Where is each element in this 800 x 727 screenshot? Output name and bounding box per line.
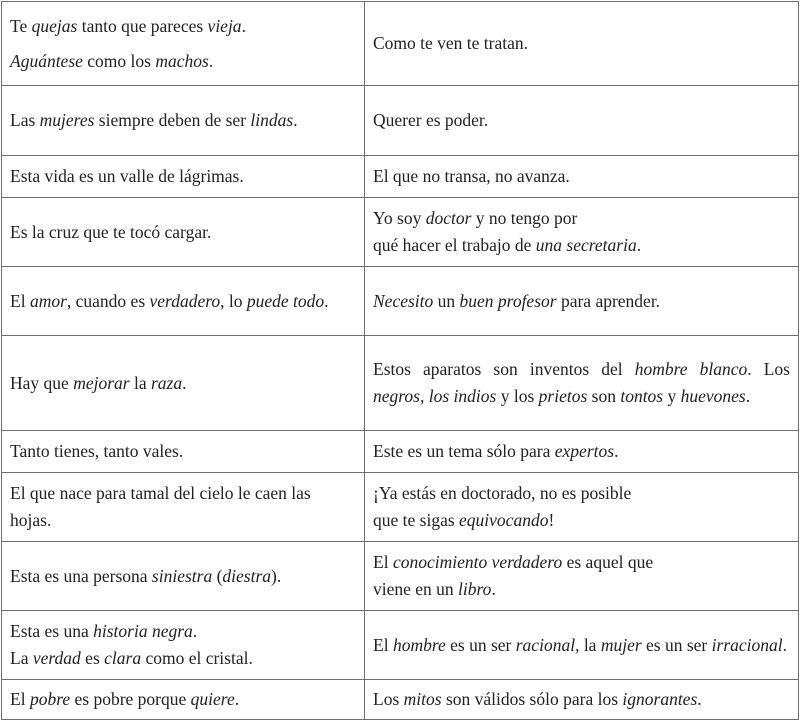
- phrase-line: [373, 507, 790, 534]
- emphasized-text: hombre: [392, 634, 446, 655]
- emphasized-text: puede todo: [246, 290, 325, 311]
- text-segment: es: [80, 648, 105, 668]
- emphasized-text: raza: [150, 372, 183, 393]
- phrase-line: [373, 163, 790, 190]
- emphasized-text: una secretaria: [535, 235, 637, 255]
- left-phrase-cell: [2, 611, 365, 680]
- text-segment: para aprender.: [556, 290, 661, 311]
- phrase-line: [373, 356, 790, 410]
- right-phrase-cell: [365, 267, 799, 336]
- text-segment: y no tengo por: [471, 208, 578, 228]
- phrase-line: [373, 288, 790, 315]
- text-segment: (: [212, 565, 223, 586]
- table-row: [2, 336, 799, 431]
- emphasized-text: vieja: [207, 15, 242, 36]
- text-segment: y: [663, 386, 681, 406]
- phrase-line: [10, 107, 356, 134]
- left-phrase-cell: [2, 86, 365, 156]
- emphasized-text: pobre: [29, 689, 71, 709]
- emphasized-text: clara: [104, 648, 142, 668]
- text-segment: .: [782, 634, 787, 655]
- phrase-line: [10, 370, 356, 397]
- emphasized-text: huevones: [680, 386, 746, 406]
- emphasized-text: hombre blanco: [634, 359, 748, 379]
- text-segment: ).: [271, 565, 282, 586]
- emphasized-text: racional: [515, 634, 576, 655]
- table-row: [2, 542, 799, 611]
- text-segment: !: [548, 510, 555, 530]
- text-segment: .: [293, 110, 298, 130]
- table-row: [2, 473, 799, 542]
- emphasized-text: mujeres: [39, 110, 95, 130]
- text-segment: tanto que pareces: [77, 15, 208, 36]
- emphasized-text: mejorar: [73, 372, 130, 393]
- right-phrase-cell: [365, 198, 799, 267]
- phrase-line: [373, 30, 790, 57]
- text-segment: .: [491, 579, 496, 599]
- emphasized-text: tontos: [620, 386, 664, 406]
- text-segment: El: [10, 290, 30, 311]
- emphasized-text: amor: [29, 290, 67, 311]
- text-segment: .: [208, 50, 214, 71]
- text-segment: , cuando es: [66, 290, 150, 311]
- phrase-line: [10, 686, 356, 713]
- text-segment: Este es un tema sólo para: [373, 441, 555, 461]
- text-segment: Estos aparatos son inventos del: [373, 359, 635, 379]
- text-segment: El que nace para tamal del cielo le caen las hojas.: [10, 483, 311, 530]
- emphasized-text: prietos: [538, 386, 588, 406]
- text-segment: y los: [496, 386, 539, 406]
- phrase-line: [373, 438, 790, 465]
- right-phrase-cell: [365, 2, 799, 86]
- left-phrase-cell: [2, 198, 365, 267]
- text-segment: son válidos sólo para los: [441, 689, 623, 709]
- left-phrase-cell: [2, 2, 365, 86]
- text-segment: Te: [10, 15, 32, 36]
- emphasized-text: mujer: [600, 634, 642, 655]
- emphasized-text: negros, los indios: [373, 386, 497, 406]
- right-phrase-cell: [365, 336, 799, 431]
- text-segment: es un ser: [641, 634, 712, 655]
- text-segment: El: [10, 689, 30, 709]
- phrase-line: [373, 232, 790, 259]
- text-segment: Hay que: [10, 372, 74, 393]
- text-segment: que te sigas: [373, 510, 460, 530]
- left-phrase-cell: [2, 680, 365, 720]
- text-segment: , la: [575, 634, 601, 655]
- text-segment: El que no transa, no avanza.: [373, 166, 570, 186]
- table-row: [2, 267, 799, 336]
- emphasized-text: buen profesor: [459, 290, 557, 311]
- phrase-line: [373, 480, 790, 507]
- text-segment: .: [745, 386, 751, 406]
- emphasized-text: verdad: [32, 648, 81, 668]
- emphasized-text: libro: [458, 579, 492, 599]
- phrase-line: [10, 13, 356, 40]
- phrase-line: [10, 219, 356, 246]
- text-segment: .: [614, 441, 619, 461]
- text-segment: Tanto tienes, tanto vales.: [10, 441, 184, 461]
- table-row: [2, 198, 799, 267]
- emphasized-text: expertos: [554, 441, 615, 461]
- text-segment: .: [241, 15, 246, 36]
- table-row: [2, 156, 799, 198]
- emphasized-text: lindas: [250, 110, 294, 130]
- text-segment: ¡Ya estás en doctorado, no es posible: [373, 483, 632, 503]
- text-segment: .: [697, 689, 702, 709]
- text-segment: Yo soy: [373, 208, 426, 228]
- phrase-line: [373, 686, 790, 713]
- right-phrase-cell: [365, 680, 799, 720]
- phrase-line: [10, 645, 356, 672]
- text-segment: La: [10, 648, 33, 668]
- text-segment: qué hacer el trabajo de: [373, 235, 536, 255]
- right-phrase-cell: [365, 473, 799, 542]
- emphasized-text: Aguántese: [10, 50, 83, 71]
- emphasized-text: conocimiento verdadero: [392, 552, 563, 572]
- emphasized-text: ignorantes: [622, 689, 698, 709]
- phrase-line: [373, 107, 790, 134]
- left-phrase-cell: [2, 156, 365, 198]
- phrase-line: [373, 576, 790, 603]
- text-segment: Esta es una: [10, 621, 94, 641]
- text-segment: es pobre porque: [70, 689, 191, 709]
- text-segment: Esta es una persona: [10, 565, 152, 586]
- emphasized-text: machos: [155, 50, 209, 71]
- phrase-line: [10, 618, 356, 645]
- text-segment: es un ser: [445, 634, 516, 655]
- text-segment: Es la cruz que te tocó cargar.: [10, 221, 212, 242]
- table-row: [2, 680, 799, 720]
- emphasized-text: historia negra: [93, 621, 193, 641]
- phrases-table-body: [2, 2, 799, 720]
- phrase-line: [373, 549, 790, 576]
- emphasized-text: verdadero: [149, 290, 221, 311]
- emphasized-text: equivocando: [459, 510, 549, 530]
- phrase-line: [10, 163, 356, 190]
- left-phrase-cell: [2, 542, 365, 611]
- left-phrase-cell: [2, 267, 365, 336]
- emphasized-text: mitos: [403, 689, 442, 709]
- table-row: [2, 431, 799, 473]
- phrase-line: [373, 205, 790, 232]
- phrases-table: [1, 1, 799, 720]
- phrase-line: [10, 480, 356, 534]
- text-segment: . Los: [747, 359, 790, 379]
- text-segment: como los: [82, 50, 156, 71]
- text-segment: la: [129, 372, 151, 393]
- table-row: [2, 611, 799, 680]
- left-phrase-cell: [2, 431, 365, 473]
- emphasized-text: quiere: [190, 689, 235, 709]
- text-segment: , lo: [220, 290, 247, 311]
- right-phrase-cell: [365, 156, 799, 198]
- emphasized-text: siniestra: [151, 565, 213, 586]
- text-segment: .: [636, 235, 642, 255]
- phrase-line: [10, 563, 356, 590]
- phrase-line: [10, 288, 356, 315]
- right-phrase-cell: [365, 611, 799, 680]
- text-segment: Querer es poder.: [373, 110, 489, 130]
- left-phrase-cell: [2, 336, 365, 431]
- table-row: [2, 2, 799, 86]
- text-segment: un: [433, 290, 460, 311]
- text-segment: siempre deben de ser: [94, 110, 251, 130]
- emphasized-text: irracional: [711, 634, 783, 655]
- text-segment: Los: [373, 689, 404, 709]
- text-segment: El: [373, 552, 393, 572]
- phrase-line: [373, 632, 790, 659]
- text-segment: Como te ven te tratan.: [373, 33, 529, 53]
- text-segment: como el cristal.: [141, 648, 253, 668]
- emphasized-text: doctor: [425, 208, 472, 228]
- emphasized-text: Necesito: [373, 290, 434, 311]
- text-segment: son: [587, 386, 621, 406]
- text-segment: .: [234, 689, 240, 709]
- phrase-line: [10, 438, 356, 465]
- text-segment: viene en un: [373, 579, 459, 599]
- phrase-line: [10, 48, 356, 75]
- right-phrase-cell: [365, 431, 799, 473]
- text-segment: es aquel que: [562, 552, 654, 572]
- right-phrase-cell: [365, 542, 799, 611]
- text-segment: Las: [10, 110, 40, 130]
- text-segment: Esta vida es un valle de lágrimas.: [10, 166, 244, 186]
- text-segment: .: [324, 290, 329, 311]
- text-segment: .: [192, 621, 198, 641]
- emphasized-text: quejas: [31, 15, 78, 36]
- table-row: [2, 86, 799, 156]
- text-segment: El: [373, 634, 393, 655]
- text-segment: .: [182, 372, 187, 393]
- emphasized-text: diestra: [222, 565, 272, 586]
- left-phrase-cell: [2, 473, 365, 542]
- right-phrase-cell: [365, 86, 799, 156]
